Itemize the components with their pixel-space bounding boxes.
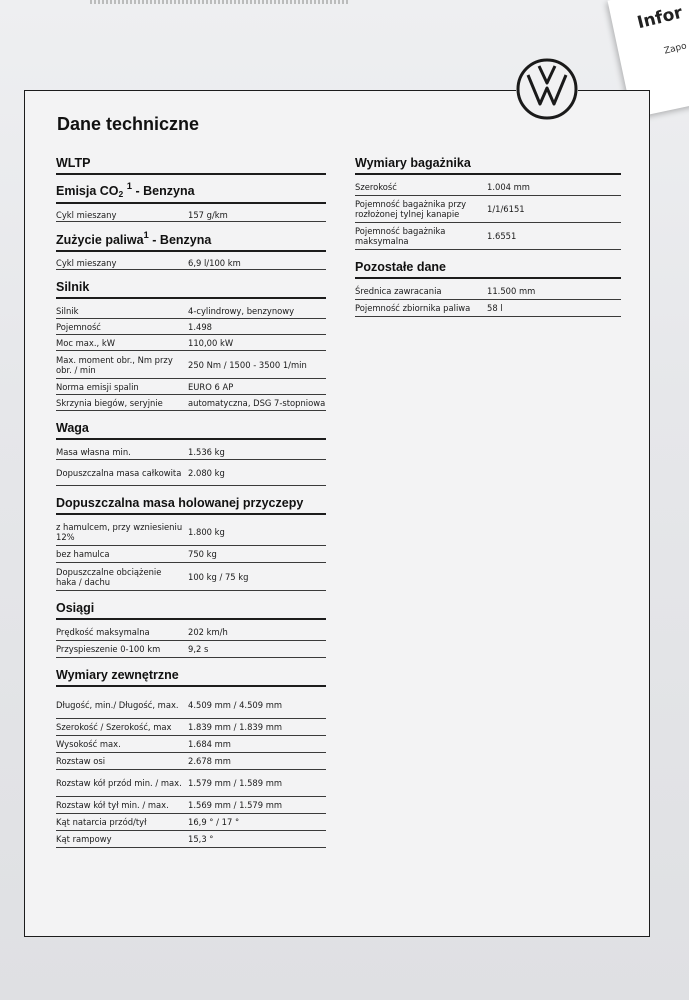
spec-value: 2.080 kg bbox=[188, 467, 225, 478]
spec-value: 110,00 kW bbox=[188, 337, 234, 348]
section-zuzycie: Zużycie paliwa$^1$ - Benzyna bbox=[56, 230, 326, 252]
spec-label: Kąt natarcia przód/tył bbox=[56, 817, 147, 827]
spec-label: bez hamulca bbox=[56, 549, 110, 559]
spec-row bbox=[56, 831, 326, 848]
spec-row bbox=[56, 256, 326, 270]
spec-label: Silnik bbox=[56, 305, 79, 316]
section-emisja: Emisja $CO_2$ $^1$ - Benzyna bbox=[56, 181, 326, 204]
spec-label: Dopuszczalne obciążenie haka / dachu bbox=[56, 566, 162, 587]
spec-value: 4.509 mm / 4.509 mm bbox=[188, 699, 283, 710]
spec-label: Przyspieszenie 0-100 km bbox=[56, 644, 161, 654]
spec-row bbox=[56, 351, 326, 379]
spec-value: EURO 6 AP bbox=[188, 381, 234, 392]
spec-label: Norma emisji spalin bbox=[56, 381, 139, 392]
spec-row bbox=[355, 300, 621, 317]
spec-value: 9,2 s bbox=[188, 644, 209, 654]
spec-value: 1.800 kg bbox=[188, 527, 225, 537]
spec-value: 750 kg bbox=[188, 549, 217, 559]
spec-row bbox=[56, 563, 326, 591]
spec-row bbox=[56, 719, 326, 736]
spec-label: Max. moment obr., Nm przy obr. / min bbox=[56, 354, 173, 375]
spec-label: Rozstaw kół przód min. / max. bbox=[56, 778, 182, 788]
spec-label: Prędkość maksymalna bbox=[56, 627, 150, 637]
spec-value: 1.6551 bbox=[487, 231, 517, 241]
spec-value: 58 l bbox=[487, 303, 503, 313]
spec-value: 1.839 mm / 1.839 mm bbox=[188, 722, 283, 732]
spec-row bbox=[56, 208, 326, 222]
spec-row bbox=[56, 736, 326, 753]
spec-row bbox=[56, 303, 326, 319]
spec-row bbox=[355, 283, 621, 300]
spec-label: Kąt rampowy bbox=[56, 834, 112, 844]
spec-label: Szerokość / Szerokość, max bbox=[56, 722, 172, 732]
spec-row bbox=[56, 691, 326, 719]
section-osiagi: Osiągi bbox=[56, 601, 326, 620]
spec-value: 2.678 mm bbox=[188, 756, 231, 766]
spec-value: 1.498 bbox=[188, 321, 212, 332]
spec-value: 11.500 mm bbox=[487, 286, 536, 296]
spec-label: Skrzynia biegów, seryjnie bbox=[56, 397, 163, 408]
section-wltp: WLTP bbox=[56, 156, 326, 175]
spec-row bbox=[56, 335, 326, 351]
spec-row bbox=[56, 319, 326, 335]
vw-logo-icon bbox=[516, 58, 578, 120]
corner-text: Infor bbox=[635, 2, 685, 34]
spec-label: Rozstaw kół tył min. / max. bbox=[56, 800, 169, 810]
spec-value: 1/1/6151 bbox=[487, 204, 525, 214]
spec-row bbox=[355, 223, 621, 250]
section-holowana: Dopuszczalna masa holowanej przyczepy bbox=[56, 496, 326, 515]
spec-label: Dopuszczalna masa całkowita bbox=[56, 467, 182, 478]
spec-row bbox=[56, 395, 326, 411]
spec-row bbox=[56, 624, 326, 641]
spec-row bbox=[56, 770, 326, 797]
spec-label: Szerokość bbox=[355, 182, 397, 192]
spec-row bbox=[56, 460, 326, 486]
spec-row bbox=[56, 753, 326, 770]
spec-label: Wysokość max. bbox=[56, 739, 121, 749]
spec-row bbox=[56, 444, 326, 460]
spec-value: 1.536 kg bbox=[188, 446, 225, 457]
spec-value: 250 Nm / 1500 - 3500 1/min bbox=[188, 359, 307, 370]
spec-row bbox=[355, 179, 621, 196]
section-silnik: Silnik bbox=[56, 280, 326, 299]
left-column bbox=[56, 156, 326, 848]
spec-label: Pojemność bagażnika przy rozłożonej tylnej kanapie bbox=[355, 199, 467, 219]
spec-row bbox=[56, 797, 326, 814]
spec-label: Pojemność bbox=[56, 321, 101, 332]
spec-label: Rozstaw osi bbox=[56, 756, 106, 766]
section-wymiary: Wymiary zewnętrzne bbox=[56, 668, 326, 687]
spec-value: 100 kg / 75 kg bbox=[188, 571, 249, 582]
spec-label: Cykl mieszany bbox=[56, 209, 117, 220]
spec-label: z hamulcem, przy wzniesieniu 12% bbox=[56, 522, 183, 542]
top-perforation bbox=[90, 0, 350, 4]
spec-value: 16,9 ° / 17 ° bbox=[188, 817, 240, 827]
spec-row bbox=[56, 641, 326, 658]
spec-label: Pojemność bagażnika maksymalna bbox=[355, 226, 446, 246]
spec-label: Cykl mieszany bbox=[56, 257, 117, 268]
spec-value: 1.684 mm bbox=[188, 739, 231, 749]
spec-value: automatyczna, DSG 7-stopniowa bbox=[188, 397, 326, 408]
spec-row bbox=[56, 546, 326, 563]
right-column bbox=[355, 156, 621, 317]
spec-value: 6,9 l/100 km bbox=[188, 257, 241, 268]
spec-label: Pojemność zbiornika paliwa bbox=[355, 303, 471, 313]
spec-label: Moc max., kW bbox=[56, 337, 115, 348]
spec-value: 4-cylindrowy, benzynowy bbox=[188, 305, 295, 316]
spec-value: 202 km/h bbox=[188, 627, 228, 637]
spec-row bbox=[355, 196, 621, 223]
section-pozostale: Pozostałe dane bbox=[355, 260, 621, 279]
corner-subtext: Zapo bbox=[663, 41, 688, 57]
spec-value: 1.569 mm / 1.579 mm bbox=[188, 800, 283, 810]
spec-row bbox=[56, 379, 326, 395]
spec-value: 1.004 mm bbox=[487, 182, 530, 192]
section-bagaznik: Wymiary bagażnika bbox=[355, 156, 621, 175]
spec-row bbox=[56, 519, 326, 546]
spec-value: 1.579 mm / 1.589 mm bbox=[188, 778, 283, 788]
section-waga: Waga bbox=[56, 421, 326, 440]
spec-value: 157 g/km bbox=[188, 209, 228, 220]
spec-label: Masa własna min. bbox=[56, 446, 131, 457]
spec-row bbox=[56, 814, 326, 831]
spec-label: Długość, min./ Długość, max. bbox=[56, 699, 179, 710]
spec-value: 15,3 ° bbox=[188, 834, 214, 844]
spec-label: Średnica zawracania bbox=[355, 286, 442, 296]
page-title: Dane techniczne bbox=[57, 114, 200, 134]
